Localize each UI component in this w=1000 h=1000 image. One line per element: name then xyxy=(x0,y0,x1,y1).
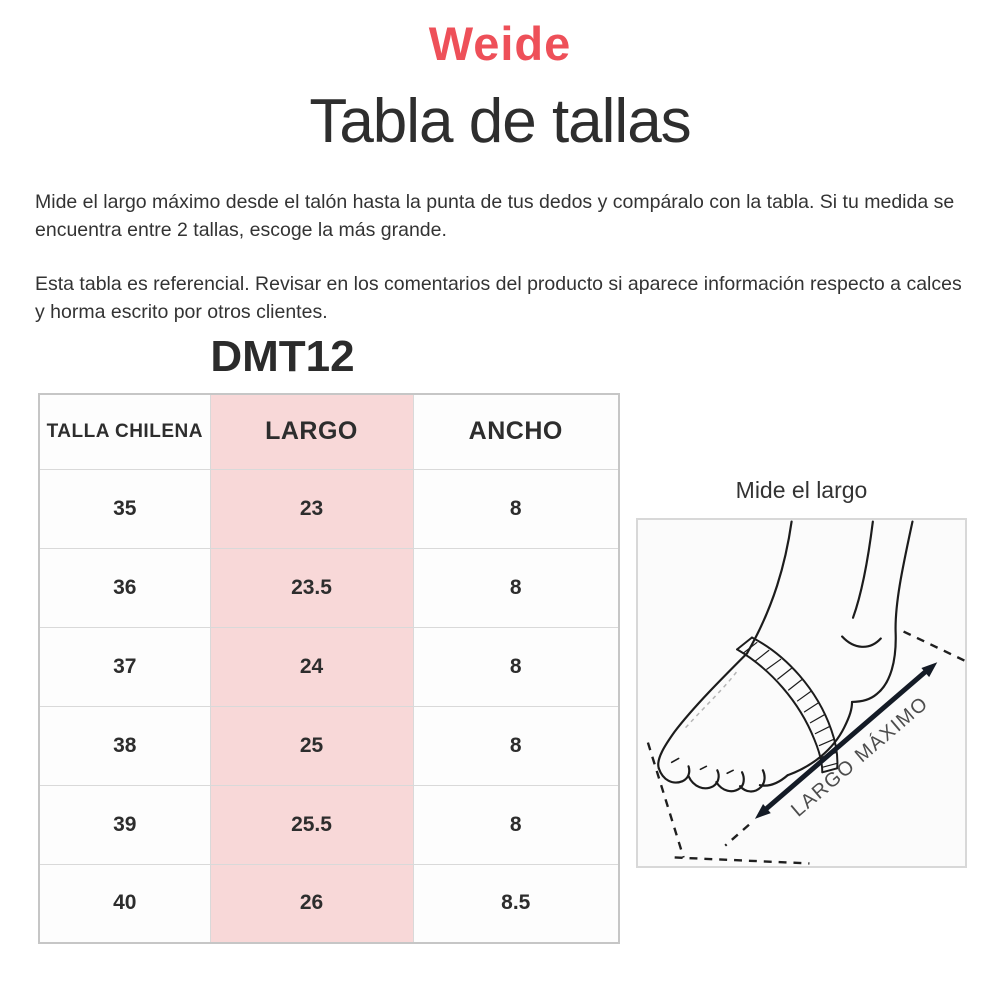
cell-ancho: 8.5 xyxy=(413,864,619,943)
cell-largo: 23.5 xyxy=(210,548,413,627)
tape-tick-marks xyxy=(743,642,837,767)
table-row xyxy=(39,627,619,706)
cell-talla: 36 xyxy=(39,548,210,627)
cell-ancho: 8 xyxy=(413,706,619,785)
cell-talla: 35 xyxy=(39,469,210,548)
hidden-edge-dash xyxy=(686,671,738,727)
intro-text xyxy=(35,188,970,326)
cell-largo: 25 xyxy=(210,706,413,785)
foot-illustration xyxy=(638,520,965,866)
table-row xyxy=(39,785,619,864)
cell-talla: 40 xyxy=(39,864,210,943)
cell-ancho: 8 xyxy=(413,785,619,864)
cell-ancho: 8 xyxy=(413,548,619,627)
measure-guide-title: Mide el largo xyxy=(735,477,868,503)
foot-illustration-box xyxy=(636,518,967,868)
cell-ancho: 8 xyxy=(413,627,619,706)
cell-ancho: 8 xyxy=(413,469,619,548)
table-header-row xyxy=(39,394,619,469)
column-header-talla-chilena: TALLA CHILENA xyxy=(39,394,210,469)
cell-talla: 37 xyxy=(39,627,210,706)
cell-largo: 25.5 xyxy=(210,785,413,864)
intro-paragraph-2: Esta tabla es referencial. Revisar en los comentarios del producto si aparece información respecto a calces y horma escrito por otros clientes. xyxy=(35,273,962,323)
cell-talla: 38 xyxy=(39,706,210,785)
cell-largo: 26 xyxy=(210,864,413,943)
measuring-tape xyxy=(737,638,837,773)
size-table xyxy=(38,393,620,944)
table-row xyxy=(39,706,619,785)
largo-maximo-label: LARGO MÁXIMO xyxy=(787,692,933,822)
cell-talla: 39 xyxy=(39,785,210,864)
ground-plane-dashes xyxy=(648,632,965,864)
table-row xyxy=(39,864,619,943)
page-title: Tabla de tallas xyxy=(309,87,691,156)
column-header-largo: LARGO xyxy=(210,394,413,469)
intro-paragraph-1: Mide el largo máximo desde el talón hasta la punta de tus dedos y compáralo con la tabla. Si tu medida se encuentra entre 2 tallas, escoge la más grande. xyxy=(35,191,955,241)
brand-logo: Weide xyxy=(428,17,572,70)
cell-largo: 24 xyxy=(210,627,413,706)
table-row xyxy=(39,469,619,548)
model-heading: DMT12 xyxy=(210,332,355,381)
cell-largo: 23 xyxy=(210,469,413,548)
column-header-ancho: ANCHO xyxy=(413,394,619,469)
table-row xyxy=(39,548,619,627)
